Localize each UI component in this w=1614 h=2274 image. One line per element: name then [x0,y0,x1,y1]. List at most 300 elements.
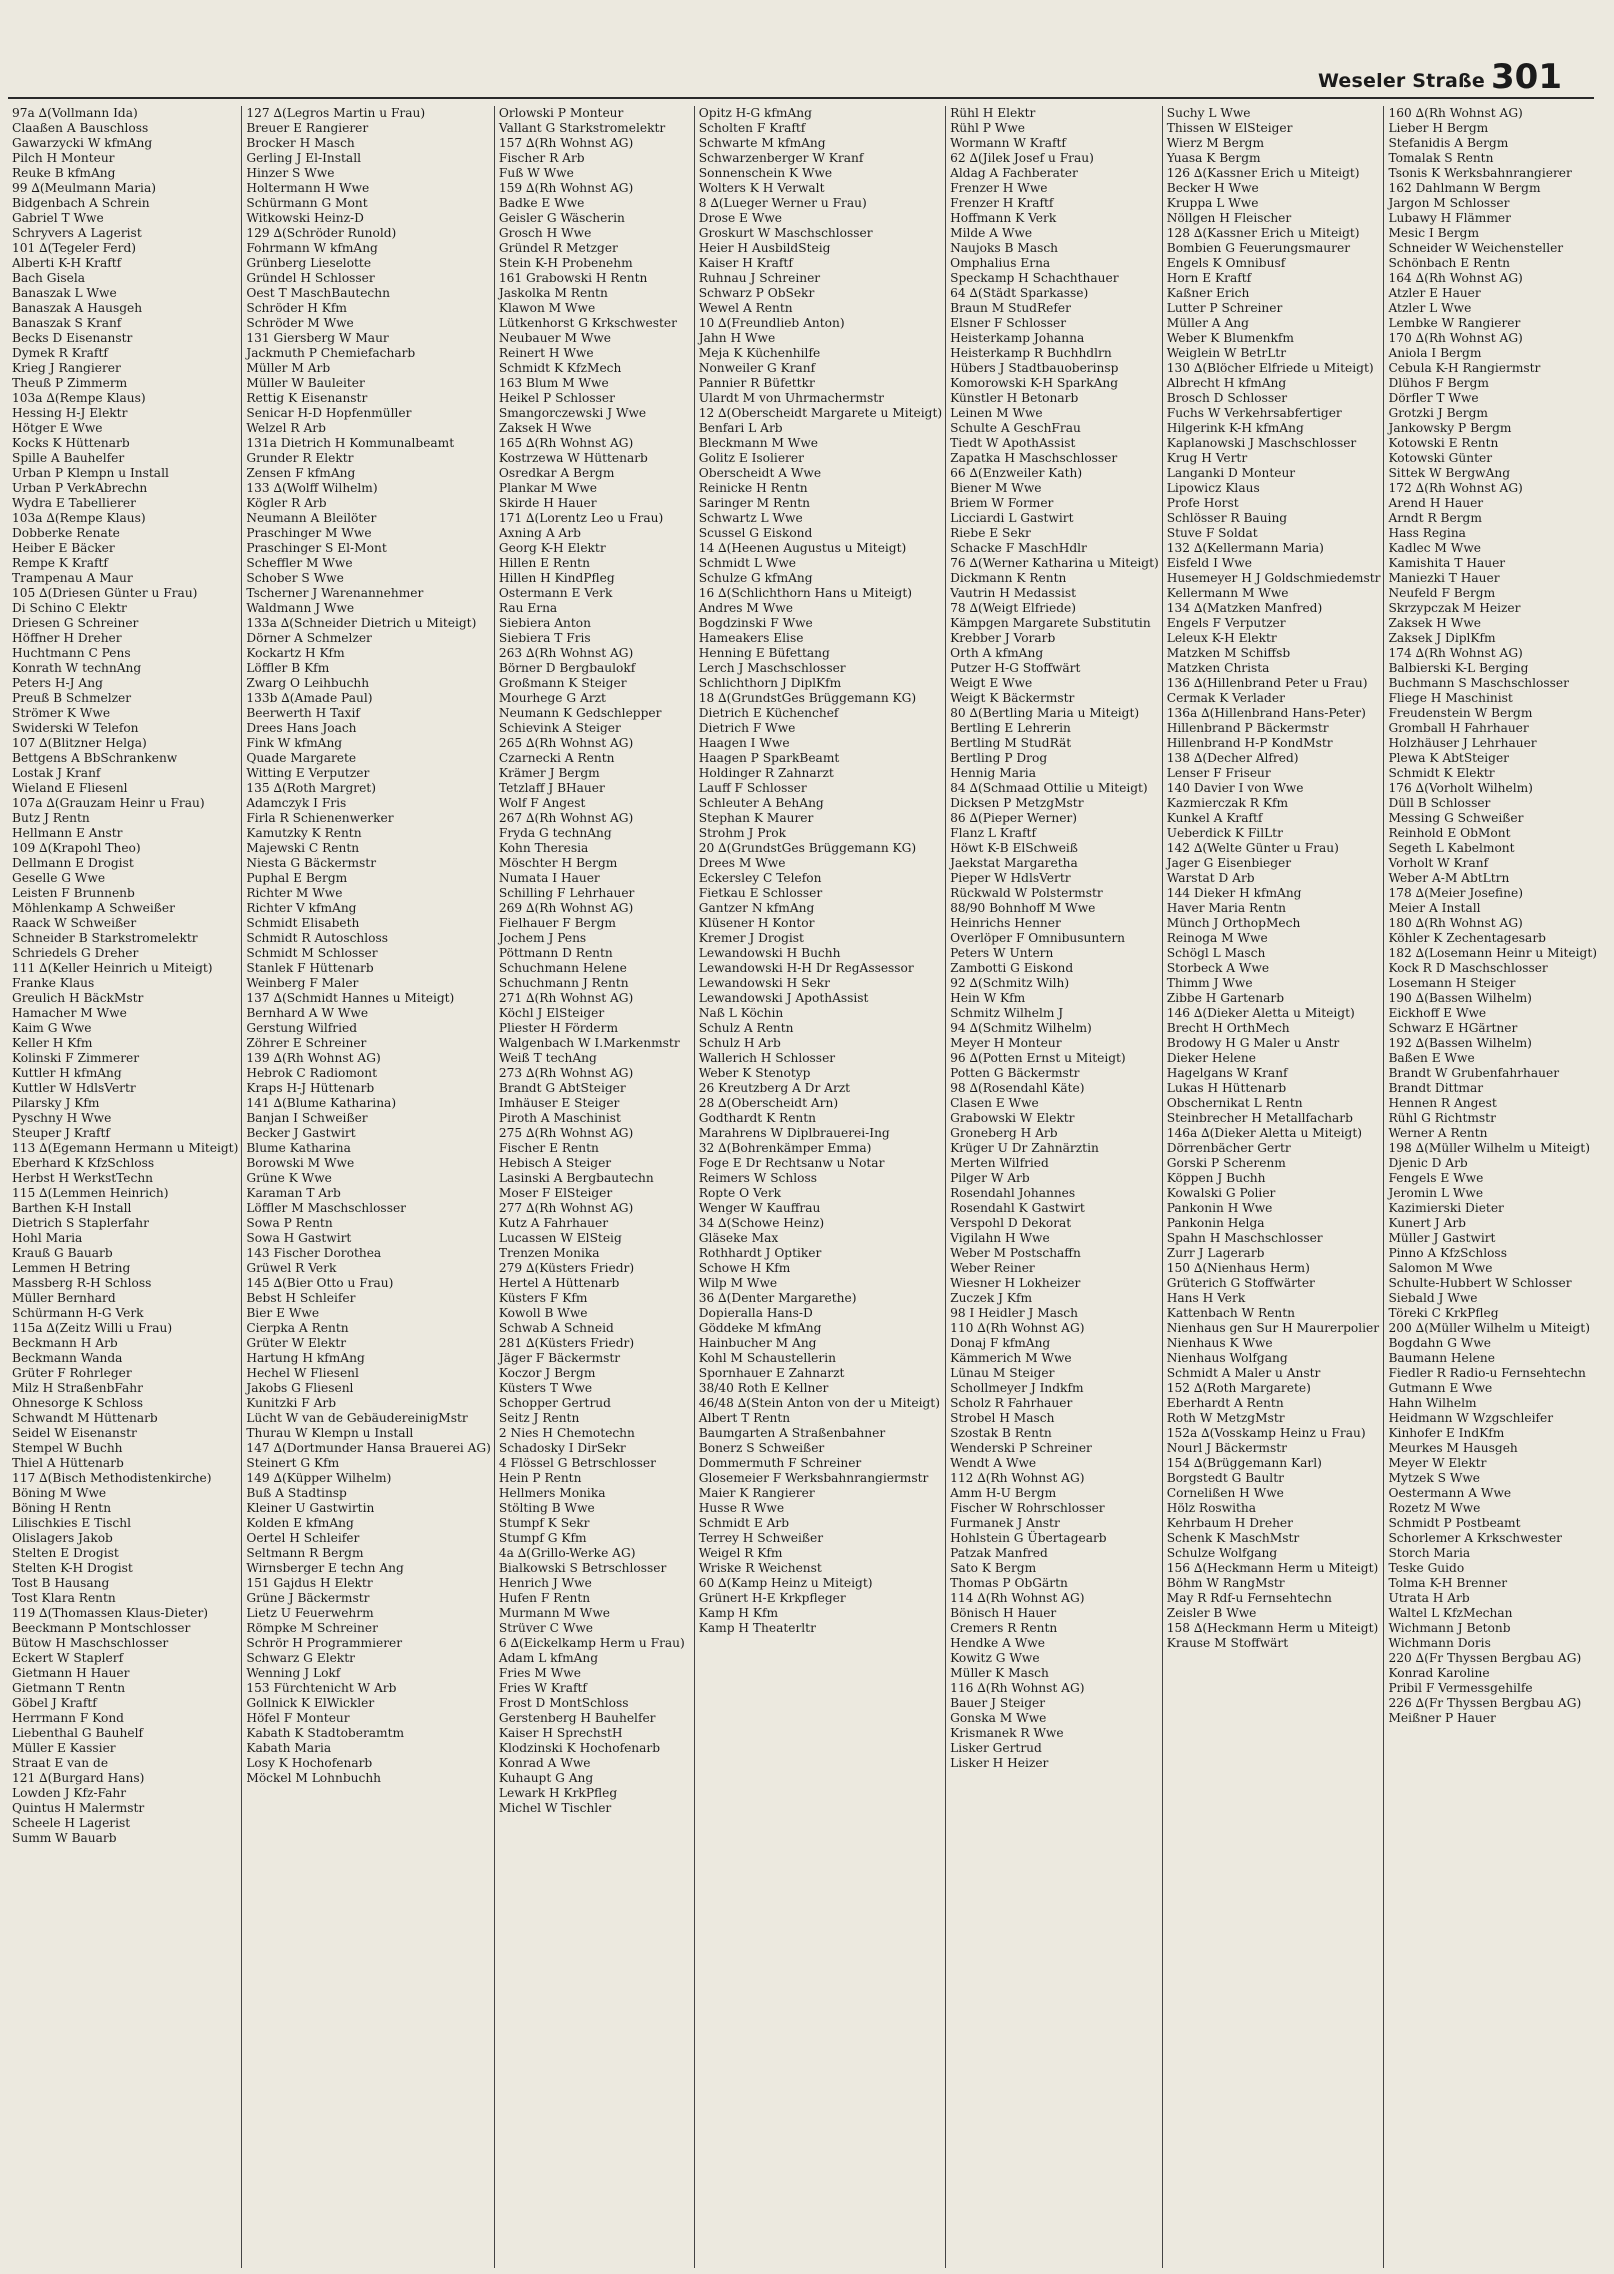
directory-entry: Wirnsberger E techn Ang [246,1561,404,1575]
directory-entry: Pieper W HdlsVertr [950,871,1071,885]
directory-entry: Spahn H Maschschlosser [1166,1231,1323,1245]
directory-entry: Orlowski P Monteur [498,106,624,120]
directory-entry: Holtermann H Wwe [246,181,370,195]
directory-entry: Plewa K AbtSteiger [1388,751,1510,765]
directory-entry: Schönbach E Rentn [1388,256,1511,270]
directory-entry: Heinrichs Henner [950,916,1061,930]
directory-entry: Suchy L Wwe [1166,106,1251,120]
directory-entry: Lutter P Schreiner [1166,301,1283,315]
directory-entry: Riebe E Sekr [950,526,1031,540]
directory-entry: Cebula K-H Rangiermstr [1388,361,1541,375]
directory-entry: Speckamp H Schachthauer [950,271,1119,285]
directory-entry: Braun M StudRefer [950,301,1071,315]
directory-entry: Raack W Schweißer [12,916,137,930]
directory-entry: Bebst H Schleifer [246,1291,356,1305]
directory-entry: Vautrin H Medassist [950,586,1077,600]
directory-entry: Potten G Bäckermstr [950,1066,1080,1080]
directory-entry: Grüne J Bäckermstr [246,1591,370,1605]
directory-entry: Jaskolka M Rentn [498,286,608,300]
directory-entry: Bonerz S Schweißer [698,1441,825,1455]
directory-entry: 116 ∆(Rh Wohnst AG) [950,1681,1085,1695]
directory-entry: Obschernikat L Rentn [1166,1096,1303,1110]
directory-entry: Wieland E Fliesenl [12,781,128,795]
directory-entry: Brandt G AbtSteiger [498,1081,626,1095]
directory-entry: Bialkowski S Betrschlosser [498,1561,667,1575]
directory-entry: Schmidt A Maler u Anstr [1166,1366,1321,1380]
directory-entry: 64 ∆(Städt Sparkasse) [950,286,1089,300]
directory-entry: Küsters F Kfm [498,1291,588,1305]
directory-entry: Kolden E kfmAng [246,1516,354,1530]
directory-entry: Kazimierski Dieter [1388,1201,1504,1215]
directory-entry: Grosch H Wwe [498,226,592,240]
directory-entry: 46/48 ∆(Stein Anton von der u Miteigt) [698,1396,940,1410]
directory-entry: Schneider B Starkstromelektr [12,931,198,945]
directory-entry: Köchl J ElSteiger [498,1006,605,1020]
directory-entry: Yuasa K Bergm [1166,151,1261,165]
directory-entry: Beckmann H Arb [12,1336,118,1350]
directory-entry: Lücht W van de GebäudereinigMstr [246,1411,468,1425]
directory-entry: Cierpka A Rentn [246,1321,349,1335]
directory-entry: Drose E Wwe [698,211,782,225]
directory-entry: Kämmerich M Wwe [950,1351,1072,1365]
directory-entry: Theuß P Zimmerm [12,376,128,390]
directory-entry: Kremer J Drogist [698,931,804,945]
directory-entry: 226 ∆(Fr Thyssen Bergbau AG) [1388,1696,1582,1710]
directory-entry: Heisterkamp R Buchhdlrn [950,346,1112,360]
directory-entry: Losy K Hochofenarb [246,1756,373,1770]
directory-entry: Tetzlaff J BHauer [498,781,605,795]
header-rule [8,97,1594,99]
directory-entry: Kehrbaum H Dreher [1166,1516,1293,1530]
directory-entry: Henning E Büfettang [698,646,830,660]
directory-entry: 4 Flössel G Betrschlosser [498,1456,656,1470]
directory-entry: Ruhnau J Schreiner [698,271,821,285]
directory-entry: Lisker H Heizer [950,1756,1049,1770]
directory-entry: Göbel J Kraftf [12,1696,97,1710]
directory-entry: Salomon M Wwe [1388,1261,1493,1275]
directory-entry: Weiß T techAng [498,1051,597,1065]
directory-entry: Thimm J Wwe [1166,976,1253,990]
directory-entry: Oberscheidt A Wwe [698,466,822,480]
directory-entry: 160 ∆(Rh Wohnst AG) [1388,106,1523,120]
directory-entry: Hameakers Elise [698,631,804,645]
directory-entry: Peters H-J Ang [12,676,103,690]
directory-entry: Gabriel T Wwe [12,211,104,225]
directory-entry: Profe Horst [1166,496,1239,510]
directory-entry: Schwarzenberger W Kranf [698,151,864,165]
directory-entry: 190 ∆(Bassen Wilhelm) [1388,991,1532,1005]
directory-entry: Stelten E Drogist [12,1546,119,1560]
directory-entry: 2 Nies H Chemotechn [498,1426,635,1440]
directory-entry: Donaj F kfmAng [950,1336,1051,1350]
directory-entry: Liebenthal G Bauhelf [12,1726,144,1740]
directory-entry: Wallerich H Schlosser [698,1051,836,1065]
directory-entry: Ohnesorge K Schloss [12,1396,143,1410]
directory-entry: Schmidt Elisabeth [246,916,360,930]
directory-entry: Dickmann K Rentn [950,571,1067,585]
directory-entry: Maier K Rangierer [698,1486,815,1500]
directory-entry: Schorlemer A Krkschwester [1388,1531,1562,1545]
directory-entry: Kämpgen Margarete Substitutin [950,616,1151,630]
directory-entry: Rühl H Elektr [950,106,1036,120]
directory-entry: Bertling P Drog [950,751,1048,765]
directory-entry: Horn E Kraftf [1166,271,1252,285]
directory-entry: Künstler H Betonarb [950,391,1079,405]
directory-entry: 86 ∆(Pieper Werner) [950,811,1077,825]
directory-entry: Klüsener H Kontor [698,916,815,930]
directory-entry: 162 Dahlmann W Bergm [1388,181,1541,195]
directory-entry: 198 ∆(Müller Wilhelm u Miteigt) [1388,1141,1590,1155]
directory-entry: Schollmeyer J Indkfm [950,1381,1084,1395]
directory-entry: Blume Katharina [246,1141,351,1155]
directory-entry: 97a ∆(Vollmann Ida) [12,106,138,120]
directory-entry: Matzken Christa [1166,661,1270,675]
directory-entry: 146 ∆(Dieker Aletta u Miteigt) [1166,1006,1355,1020]
directory-entry: Weigt K Bäckermstr [950,691,1075,705]
directory-entry: Thomas P ObGärtn [950,1576,1068,1590]
directory-entry: Utrata H Arb [1388,1591,1470,1605]
directory-entry: Konrath W technAng [12,661,142,675]
directory-entry: 265 ∆(Rh Wohnst AG) [498,736,634,750]
directory-entry: Schulte-Hubbert W Schlosser [1388,1276,1572,1290]
directory-entry: Henrich J Wwe [498,1576,592,1590]
directory-entry: 62 ∆(Jilek Josef u Frau) [950,151,1094,165]
directory-entry: Brocker H Masch [246,136,355,150]
directory-entry: May R Rdf-u Fernsehtechn [1166,1591,1332,1605]
directory-entry: Heikel P Schlosser [498,391,615,405]
directory-entry: Langanki D Monteur [1166,466,1296,480]
directory-entry: Franke Klaus [12,976,95,990]
directory-entry: Schrör H Programmierer [246,1636,403,1650]
directory-entry: Siebiera Anton [498,616,591,630]
directory-entry: Grüter W Elektr [246,1336,347,1350]
directory-entry: Gerstenberg H Bauhelfer [498,1711,656,1725]
directory-entry: Fuß W Wwe [498,166,574,180]
directory-entry: Zibbe H Gartenarb [1166,991,1284,1005]
directory-entry: Urban P VerkAbrechn [12,481,148,495]
directory-entry: Göddeke M kfmAng [698,1321,822,1335]
directory-entry: Groneberg H Arb [950,1126,1058,1140]
directory-entry: Schopper Gertrud [498,1396,611,1410]
directory-entry: 88/90 Bohnhoff M Wwe [950,901,1096,915]
directory-entry: Lilischkies E Tischl [12,1516,131,1530]
directory-entry: Jargon M Schlosser [1388,196,1510,210]
directory-entry: Kowalski G Polier [1166,1186,1276,1200]
directory-entry: Briem W Former [950,496,1054,510]
directory-entry: Sittek W BergwAng [1388,466,1511,480]
directory-entry: Hagelgans W Kranf [1166,1066,1288,1080]
directory-entry: 161 Grabowski H Rentn [498,271,648,285]
directory-entry: Lewandowski H Sekr [698,976,830,990]
directory-entry: 126 ∆(Kassner Erich u Miteigt) [1166,166,1360,180]
directory-entry: Sowa P Rentn [246,1216,333,1230]
directory-entry: Dommermuth F Schreiner [698,1456,862,1470]
directory-entry: 164 ∆(Rh Wohnst AG) [1388,271,1523,285]
directory-entry: Hellmers Monika [498,1486,606,1500]
directory-entry: Schenk K MaschMstr [1166,1531,1300,1545]
directory-entry: Holzhäuser J Lehrhauer [1388,736,1537,750]
directory-entry: Foge E Dr Rechtsanw u Notar [698,1156,885,1170]
directory-entry: Weigt E Wwe [950,676,1033,690]
directory-entry: Wolf F Angest [498,796,586,810]
directory-entry: Heiber E Bäcker [12,541,115,555]
directory-entry: Höwt K-B ElSchweiß [950,841,1078,855]
directory-entry: Vallant G Starkstromelektr [498,121,666,135]
directory-entry: Olislagers Jakob [12,1531,113,1545]
directory-entry: Balbierski K-L Berging [1388,661,1529,675]
directory-entry: Nienhaus K Wwe [1166,1336,1273,1350]
directory-entry: Licciardi L Gastwirt [950,511,1074,525]
directory-entry: Orth A kfmAng [950,646,1044,660]
directory-entry: Hölz Roswitha [1166,1501,1257,1515]
directory-entry: Weigel R Kfm [698,1546,783,1560]
directory-entry: Jankowsky P Bergm [1388,421,1512,435]
directory-entry: Stelten K-H Drogist [12,1561,133,1575]
directory-entry: Grünert H-E Krkpfleger [698,1591,846,1605]
directory-entry: Rückwald W Polstermstr [950,886,1103,900]
directory-entry: Nienhaus gen Sur H Maurerpolier [1166,1321,1380,1335]
directory-entry: Osredkar A Bergm [498,466,615,480]
directory-entry: Kaplanowski J Maschschlosser [1166,436,1357,450]
directory-entry: Wenger W Kauffrau [698,1201,821,1215]
directory-entry: Weber M Postschaffn [950,1246,1081,1260]
directory-entry: Plankar M Wwe [498,481,597,495]
directory-entry: Strömer K Wwe [12,706,111,720]
directory-entry: 152a ∆(Vosskamp Heinz u Frau) [1166,1426,1366,1440]
directory-entry: Grüterich G Stoffwärter [1166,1276,1315,1290]
directory-entry: Firla R Schienenwerker [246,811,394,825]
directory-entry: Hans H Verk [1166,1291,1246,1305]
directory-entry: 12 ∆(Oberscheidt Margarete u Miteigt) [698,406,943,420]
directory-entry: Grabowski W Elektr [950,1111,1075,1125]
directory-entry: Aldag A Fachberater [950,166,1078,180]
directory-entry: Gründel H Schlosser [246,271,375,285]
directory-entry: Kaßner Erich [1166,286,1250,300]
directory-entry: Haagen I Wwe [698,736,790,750]
directory-entry: Ropte O Verk [698,1186,782,1200]
directory-entry: Konrad A Wwe [498,1756,591,1770]
directory-entry: 159 ∆(Rh Wohnst AG) [498,181,634,195]
directory-entry: Groskurt W Maschschlosser [698,226,873,240]
directory-entry: Dietrich F Wwe [698,721,796,735]
directory-entry: Küsters T Wwe [498,1381,593,1395]
directory-entry: Storbeck A Wwe [1166,961,1270,975]
directory-entry: Di Schino C Elektr [12,601,127,615]
directory-entry: Lerch J Maschschlosser [698,661,846,675]
directory-entry: Kotowski Günter [1388,451,1493,465]
directory-entry: 20 ∆(GrundstGes Brüggemann KG) [698,841,917,855]
directory-entry: Stumpf G Kfm [498,1531,587,1545]
directory-entry: Fliege H Maschinist [1388,691,1513,705]
directory-entry: Kraps H-J Hüttenarb [246,1081,375,1095]
directory-entry: Schowe H Kfm [698,1261,791,1275]
directory-entry: Huchtmann C Pens [12,646,131,660]
directory-entry: 143 Fischer Dorothea [246,1246,382,1260]
directory-entry: Stölting B Wwe [498,1501,595,1515]
directory-entry: Schwandt M Hüttenarb [12,1411,158,1425]
directory-entry: 153 Fürchtenicht W Arb [246,1681,397,1695]
directory-entry: Heier H AusbildSteig [698,241,831,255]
directory-entry: Baumann Helene [1388,1351,1495,1365]
directory-entry: Böning M Wwe [12,1486,107,1500]
directory-entry: Rettig K Eisenanstr [246,391,368,405]
directory-entry: 38/40 Roth E Kellner [698,1381,829,1395]
directory-entry: Pilch H Monteur [12,151,115,165]
directory-entry: Herbst H WerkstTechn [12,1171,154,1185]
directory-entry: 121 ∆(Burgard Hans) [12,1771,145,1785]
directory-entry: Buß A Stadtinsp [246,1486,347,1500]
directory-entry: Baumgarten A Straßenbahner [698,1426,886,1440]
directory-entry: Wenderski P Schreiner [950,1441,1092,1455]
directory-entry: Weinberg F Maler [246,976,359,990]
directory-entry: Hessing H-J Elektr [12,406,128,420]
directory-entry: Zuczek J Kfm [950,1291,1033,1305]
directory-entry: Jakobs G Fliesenl [246,1381,354,1395]
directory-entry: Weber K Stenotyp [698,1066,811,1080]
directory-entry: Schröder M Wwe [246,316,354,330]
directory-entry: Hellmann E Anstr [12,826,123,840]
directory-entry: Straat E van de [12,1756,109,1770]
directory-entry: Lietz U Feuerwehrm [246,1606,374,1620]
directory-entry: Skirde H Hauer [498,496,597,510]
directory-entry: Schwarte M kfmAng [698,136,826,150]
directory-entry: 156 ∆(Heckmann Herm u Miteigt) [1166,1561,1379,1575]
directory-entry: Saringer M Rentn [698,496,811,510]
directory-entry: Fuchs W Verkehrsabfertiger [1166,406,1342,420]
directory-entry: Bütow H Maschschlosser [12,1636,169,1650]
directory-entry: Sowa H Gastwirt [246,1231,352,1245]
directory-entry: Zöhrer E Schreiner [246,1036,367,1050]
directory-entry: 84 ∆(Schmaad Ottilie u Miteigt) [950,781,1148,795]
directory-entry: Zambotti G Eiskond [950,961,1074,975]
directory-entry: 115a ∆(Zeitz Willi u Frau) [12,1321,173,1335]
directory-entry: 107a ∆(Grauzam Heinr u Frau) [12,796,205,810]
directory-entry: Hein P Rentn [498,1471,582,1485]
directory-entry: Bidgenbach A Schrein [12,196,150,210]
directory-entry: Majewski C Rentn [246,841,360,855]
directory-entry: Stuve F Soldat [1166,526,1258,540]
directory-entry: Kuhaupt G Ang [498,1771,594,1785]
directory-entry: Frenzer H Kraftf [950,196,1054,210]
directory-entry: Hertel A Hüttenarb [498,1276,620,1290]
directory-entry: 99 ∆(Meulmann Maria) [12,181,156,195]
directory-entry: Tomalak S Rentn [1388,151,1494,165]
directory-entry: Scheele H Lagerist [12,1816,131,1830]
directory-entry: 149 ∆(Küpper Wilhelm) [246,1471,392,1485]
directory-entry: Lenser F Friseur [1166,766,1271,780]
directory-entry: Zaksek H Wwe [498,421,592,435]
directory-entry: Kuttler W HdlsVertr [12,1081,136,1095]
directory-entry: Hahn Wilhelm [1388,1396,1477,1410]
directory-entry: Maniezki T Hauer [1388,571,1500,585]
directory-entry: Richter V kfmAng [246,901,357,915]
directory-entry: Schürmann G Mont [246,196,368,210]
directory-entry: 182 ∆(Losemann Heinr u Miteigt) [1388,946,1597,960]
directory-entry: Stempel W Buchh [12,1441,123,1455]
directory-entry: Pyschny H Wwe [12,1111,112,1125]
directory-entry: Löffler M Maschschlosser [246,1201,406,1215]
directory-entry: Kazmierczak R Kfm [1166,796,1289,810]
directory-entry: Gerling J El-Install [246,151,361,165]
directory-entry: Kolinski F Zimmerer [12,1051,140,1065]
column-6 [1163,106,1385,2268]
directory-entry: Geisler G Wäscherin [498,211,625,225]
directory-entry: Kostrzewa W Hüttenarb [498,451,648,465]
directory-entry: Höffner H Dreher [12,631,122,645]
directory-entry: Dicksen P MetzgMstr [950,796,1084,810]
directory-entry: Müller A Ang [1166,316,1249,330]
column-4 [695,106,946,2268]
directory-entry: Kamutzky K Rentn [246,826,362,840]
directory-entry: Mytzek S Wwe [1388,1471,1481,1485]
directory-entry: Schmidt M Schlosser [246,946,378,960]
directory-entry: Rempe K Kraftf [12,556,108,570]
directory-entry: Mourhege G Arzt [498,691,606,705]
directory-entry: 130 ∆(Blöcher Elfriede u Miteigt) [1166,361,1374,375]
directory-entry: Tost Klara Rentn [12,1591,116,1605]
directory-entry: Möhlenkamp A Schweißer [12,901,175,915]
directory-entry: Lipowicz Klaus [1166,481,1260,495]
directory-entry: Kellermann M Wwe [1166,586,1289,600]
directory-entry: Kuttler H kfmAng [12,1066,122,1080]
directory-entry: Alberti K-H Kraftf [12,256,122,270]
directory-entry: Godthardt K Rentn [698,1111,817,1125]
directory-entry: Haver Maria Rentn [1166,901,1287,915]
directory-entry: Fohrmann W kfmAng [246,241,378,255]
directory-entry: Lubawy H Flämmer [1388,211,1511,225]
directory-entry: 94 ∆(Schmitz Wilhelm) [950,1021,1092,1035]
directory-entry: Engels F Verputzer [1166,616,1286,630]
directory-entry: Reimers W Schloss [698,1171,817,1185]
directory-entry: Bernhard A W Wwe [246,1006,369,1020]
directory-entry: Clasen E Wwe [950,1096,1039,1110]
directory-entry: Weber A-M AbtLtrn [1388,871,1510,885]
directory-entry: Schwarz P ObSekr [698,286,815,300]
directory-entry: Weiglein W BetrLtr [1166,346,1287,360]
directory-entry: 32 ∆(Bohrenkämper Emma) [698,1141,872,1155]
directory-entry: Bogdahn G Wwe [1388,1336,1491,1350]
directory-entry: Rothhardt J Optiker [698,1246,822,1260]
directory-entry: Kohl M Schaustellerin [698,1351,836,1365]
directory-entry: Putzer H-G Stoffwärt [950,661,1081,675]
directory-entry: Fries M Wwe [498,1666,581,1680]
directory-entry: Schuchmann J Rentn [498,976,629,990]
directory-entry: Eberhardt A Rentn [1166,1396,1284,1410]
directory-entry: 281 ∆(Küsters Friedr) [498,1336,635,1350]
directory-entry: Lowden J Kfz-Fahr [12,1786,127,1800]
directory-entry: Meyer W Elektr [1388,1456,1487,1470]
directory-entry: 135 ∆(Roth Margret) [246,781,376,795]
directory-entry: Steinert G Kfm [246,1456,340,1470]
directory-entry: 127 ∆(Legros Martin u Frau) [246,106,426,120]
directory-entry: Witkowski Heinz-D [246,211,364,225]
directory-entry: 271 ∆(Rh Wohnst AG) [498,991,634,1005]
directory-entry: Numata I Hauer [498,871,600,885]
directory-entry: Möckel M Lohnbuchh [246,1771,382,1785]
directory-entry: Neufeld F Bergm [1388,586,1496,600]
directory-entry: 66 ∆(Enzweiler Kath) [950,466,1083,480]
directory-entry: Husse R Wwe [698,1501,785,1515]
directory-entry: Lewandowski H Buchh [698,946,841,960]
directory-entry: 26 Kreutzberg A Dr Arzt [698,1081,851,1095]
directory-entry: Badke E Wwe [498,196,585,210]
directory-entry: 128 ∆(Kassner Erich u Miteigt) [1166,226,1360,240]
directory-entry: Müller W Bauleiter [246,376,365,390]
directory-entry: Merten Wilfried [950,1156,1049,1170]
column-7 [1384,106,1600,2268]
directory-entry: Opitz H-G kfmAng [698,106,812,120]
directory-entry: 139 ∆(Rh Wohnst AG) [246,1051,381,1065]
